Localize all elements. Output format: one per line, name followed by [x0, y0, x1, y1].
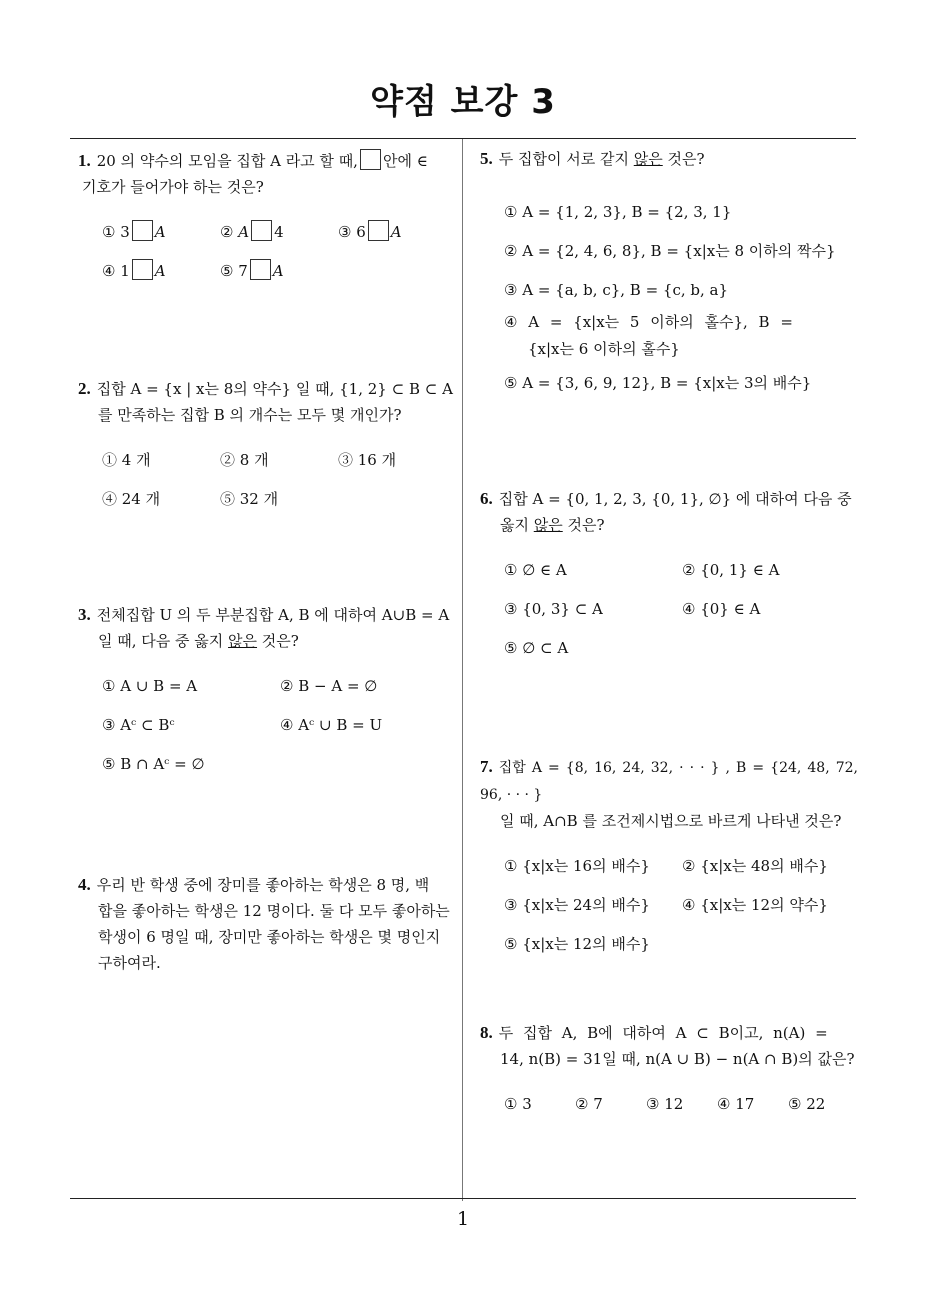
option-1[interactable]: ① 4 개 — [102, 450, 151, 469]
option-1[interactable]: ① ∅ ∈ A — [504, 560, 567, 579]
question-4 — [78, 872, 456, 976]
question-3-options — [78, 666, 456, 783]
option-3[interactable]: ③ A = {a, b, c}, B = {c, b, a} — [504, 280, 729, 299]
blank-box — [360, 149, 381, 170]
question-1 — [78, 148, 456, 290]
option-2[interactable]: ② 8 개 — [220, 450, 269, 469]
option-2[interactable]: ② A 4 — [220, 219, 338, 245]
question-2-stem: 2. 집합 A = {x | x는 8의 약수} 일 때, {1, 2} ⊂ B ⊂ A 를 만족하는 집합 B 의 개수는 모두 몇 개인가? — [78, 379, 453, 424]
top-rule — [70, 138, 856, 139]
question-number: 5. — [480, 149, 493, 168]
option-5[interactable]: ⑤ 32 개 — [220, 489, 279, 508]
question-1-stem: 1. 20 의 약수의 모임을 집합 A 라고 할 때, 안에 ∈ 기호가 들어가야 하는 것은? — [78, 151, 428, 196]
option-1[interactable]: ① A = {1, 2, 3}, B = {2, 3, 1} — [504, 202, 732, 221]
page-title: 약점 보강 3 — [370, 82, 556, 122]
question-2 — [78, 376, 456, 518]
option-2[interactable]: ② A = {2, 4, 6, 8}, B = {x|x는 8 이하의 짝수} — [504, 241, 836, 260]
option-3[interactable]: ③ 16 개 — [338, 450, 397, 469]
option-5[interactable]: ⑤ ∅ ⊂ A — [504, 638, 569, 657]
question-number: 2. — [78, 379, 91, 398]
question-5-options — [480, 192, 858, 402]
question-8-options — [480, 1084, 858, 1123]
question-7 — [480, 754, 858, 963]
option-1[interactable]: ① {x|x는 16의 배수} — [504, 856, 650, 875]
option-3[interactable]: ③ {0, 3} ⊂ A — [504, 599, 603, 618]
option-2[interactable]: ② 7 — [575, 1094, 603, 1113]
bottom-rule — [70, 1198, 856, 1199]
question-3-stem: 3. 전체집합 U 의 두 부분집합 A, B 에 대하여 A∪B = A 일 때, 다음 중 옳지 않은 것은? — [78, 605, 450, 650]
option-4[interactable]: ④ 1 A — [102, 258, 220, 284]
option-1[interactable]: ① 3 — [504, 1094, 532, 1113]
option-4[interactable]: ④ 24 개 — [102, 489, 161, 508]
question-8-stem: 8. 두 집합 A, B에 대하여 A ⊂ B이고, n(A) = 14, n(B) = 31일 때, n(A ∪ B) − n(A ∩ B)의 값은? — [480, 1023, 855, 1068]
question-number: 4. — [78, 875, 91, 894]
option-2[interactable]: ② B − A = ∅ — [280, 676, 378, 695]
option-5[interactable]: ⑤ B ∩ Aᶜ = ∅ — [102, 754, 205, 773]
blank-box — [132, 220, 153, 241]
blank-box — [250, 259, 271, 280]
question-3 — [78, 602, 456, 783]
option-4-continued: {x|x는 6 이하의 홀수} — [528, 340, 680, 358]
question-1-options — [78, 212, 456, 290]
option-3[interactable]: ③ 6 A — [338, 219, 402, 245]
option-3[interactable]: ③ 12 — [646, 1094, 684, 1113]
question-number: 3. — [78, 605, 91, 624]
option-2[interactable]: ② {x|x는 48의 배수} — [682, 856, 828, 875]
option-4[interactable]: ④ {x|x는 12의 약수} — [682, 895, 828, 914]
option-5[interactable]: ⑤ {x|x는 12의 배수} — [504, 934, 650, 953]
column-divider — [462, 139, 463, 1201]
question-6 — [480, 486, 858, 667]
option-4[interactable]: ④ Aᶜ ∪ B = U — [280, 715, 383, 734]
question-6-stem: 6. 집합 A = {0, 1, 2, 3, {0, 1}, ∅} 에 대하여 다음 중 옳지 않은 것은? — [480, 489, 852, 534]
question-2-options — [78, 440, 456, 518]
blank-box — [132, 259, 153, 280]
question-4-stem: 4. 우리 반 학생 중에 장미를 좋아하는 학생은 8 명, 백 합을 좋아하는 학생은 12 명이다. 둘 다 모두 좋아하는 학생이 6 명일 때, 장미만 좋아하는 학생은 몇 명인지 구하여라. — [78, 875, 450, 972]
option-3[interactable]: ③ {x|x는 24의 배수} — [504, 895, 650, 914]
question-5 — [480, 146, 858, 402]
page-number: 1 — [456, 1208, 470, 1230]
question-7-options — [480, 846, 858, 963]
question-7-stem: 7. 집합 A = {8, 16, 24, 32, · · · } , B = {24, 48, 72, 96, · · · } 일 때, A∩B 를 조건제시법으로 바르게 나타낸 것은? — [480, 757, 858, 830]
question-number: 8. — [480, 1023, 493, 1042]
option-1[interactable]: ① 3 A — [102, 219, 220, 245]
option-4[interactable]: ④ 17 — [717, 1094, 755, 1113]
option-2[interactable]: ② {0, 1} ∈ A — [682, 560, 780, 579]
question-5-stem: 5. 두 집합이 서로 같지 않은 것은? — [480, 149, 705, 168]
question-number: 7. — [480, 757, 493, 776]
blank-box — [368, 220, 389, 241]
question-number: 1. — [78, 151, 91, 170]
question-8 — [480, 1020, 858, 1123]
option-5[interactable]: ⑤ 7 A — [220, 258, 284, 284]
option-5[interactable]: ⑤ 22 — [788, 1094, 826, 1113]
option-3[interactable]: ③ Aᶜ ⊂ Bᶜ — [102, 715, 175, 734]
question-6-options — [480, 550, 858, 667]
option-1[interactable]: ① A ∪ B = A — [102, 676, 198, 695]
question-number: 6. — [480, 489, 493, 508]
blank-box — [251, 220, 272, 241]
option-5[interactable]: ⑤ A = {3, 6, 9, 12}, B = {x|x는 3의 배수} — [504, 373, 812, 392]
option-4[interactable]: ④ A = {x|x는 5 이하의 홀수}, B = — [504, 313, 793, 331]
option-4[interactable]: ④ {0} ∈ A — [682, 599, 761, 618]
